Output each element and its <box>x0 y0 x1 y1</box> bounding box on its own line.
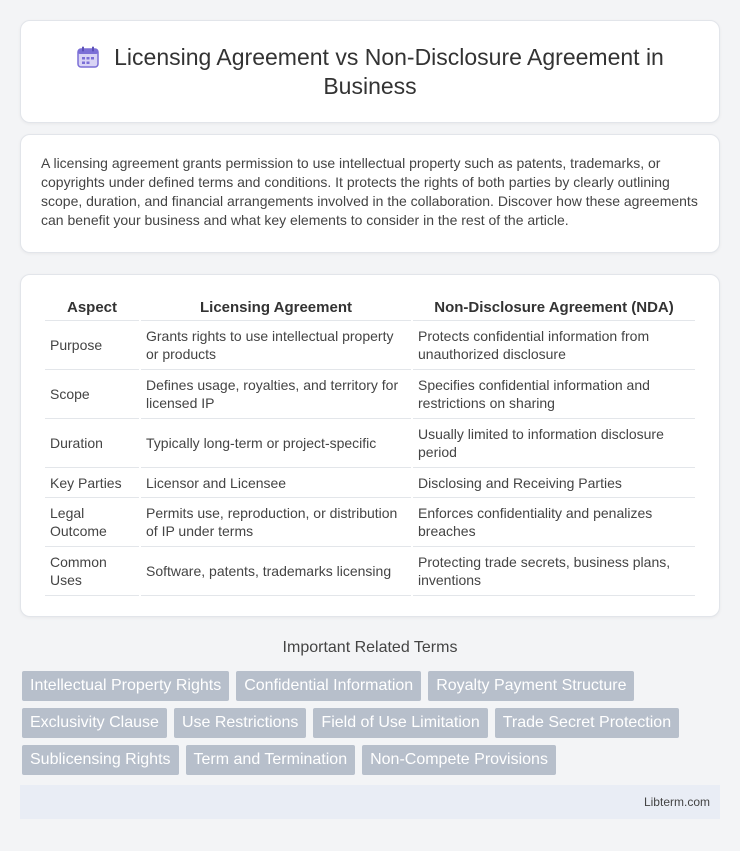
cell-aspect: Legal Outcome <box>45 498 139 547</box>
table-row <box>45 547 695 596</box>
related-terms-list <box>20 671 720 775</box>
related-term-tag[interactable]: Trade Secret Protection <box>495 708 679 738</box>
cell-licensing: Grants rights to use intellectual property or products <box>141 321 411 370</box>
related-term-tag[interactable]: Non-Compete Provisions <box>362 745 556 775</box>
related-term-tag[interactable]: Exclusivity Clause <box>22 708 167 738</box>
related-term-tag[interactable]: Intellectual Property Rights <box>22 671 229 701</box>
table-row <box>45 468 695 498</box>
cell-nda: Usually limited to information disclosure period <box>413 419 695 468</box>
footer <box>20 785 720 819</box>
cell-licensing: Permits use, reproduction, or distribution of IP under terms <box>141 498 411 547</box>
cell-aspect: Purpose <box>45 321 139 370</box>
cell-licensing: Software, patents, trademarks licensing <box>141 547 411 596</box>
related-term-tag[interactable]: Use Restrictions <box>174 708 306 738</box>
cell-nda: Disclosing and Receiving Parties <box>413 468 695 498</box>
related-terms-heading: Important Related Terms <box>282 639 458 656</box>
cell-aspect: Common Uses <box>45 547 139 596</box>
table-row <box>45 419 695 468</box>
cell-aspect: Scope <box>45 370 139 419</box>
header-aspect: Aspect <box>45 295 139 321</box>
footer-brand[interactable]: Libterm.com <box>643 795 710 809</box>
cell-licensing: Licensor and Licensee <box>141 468 411 498</box>
cell-aspect: Duration <box>45 419 139 468</box>
table-row <box>45 498 695 547</box>
title-card <box>20 20 720 123</box>
table-header-row <box>45 295 695 321</box>
intro-paragraph: A licensing agreement grants permission to use intellectual property such as patents, trademarks, or copyrights under defined terms and conditions. It protects the rights of both parties by clearly outlining scope, duration, and financial arrangements involved in the collaboration. Discover how these agreements can benefit your business and what key elements to consider in the rest of the article. <box>41 155 698 228</box>
tag-row <box>22 671 718 701</box>
cell-nda: Protects confidential information from unauthorized disclosure <box>413 321 695 370</box>
table-row <box>45 321 695 370</box>
cell-nda: Protecting trade secrets, business plans, inventions <box>413 547 695 596</box>
cell-aspect: Key Parties <box>45 468 139 498</box>
table-row <box>45 370 695 419</box>
page-title <box>61 43 679 101</box>
tag-row <box>22 708 718 738</box>
page-title-text: Licensing Agreement vs Non-Disclosure Agreement in Business <box>114 43 664 99</box>
related-term-tag[interactable]: Field of Use Limitation <box>313 708 487 738</box>
tag-row <box>22 745 718 775</box>
header-licensing: Licensing Agreement <box>141 295 411 321</box>
calendar-icon <box>76 46 100 68</box>
related-term-tag[interactable]: Term and Termination <box>186 745 356 775</box>
cell-nda: Enforces confidentiality and penalizes breaches <box>413 498 695 547</box>
comparison-card <box>20 274 720 617</box>
intro-card <box>20 134 720 253</box>
cell-licensing: Defines usage, royalties, and territory for licensed IP <box>141 370 411 419</box>
related-term-tag[interactable]: Confidential Information <box>236 671 421 701</box>
related-term-tag[interactable]: Sublicensing Rights <box>22 745 179 775</box>
cell-nda: Specifies confidential information and restrictions on sharing <box>413 370 695 419</box>
cell-licensing: Typically long-term or project-specific <box>141 419 411 468</box>
related-term-tag[interactable]: Royalty Payment Structure <box>428 671 634 701</box>
comparison-table <box>43 295 697 596</box>
header-nda: Non-Disclosure Agreement (NDA) <box>413 295 695 321</box>
